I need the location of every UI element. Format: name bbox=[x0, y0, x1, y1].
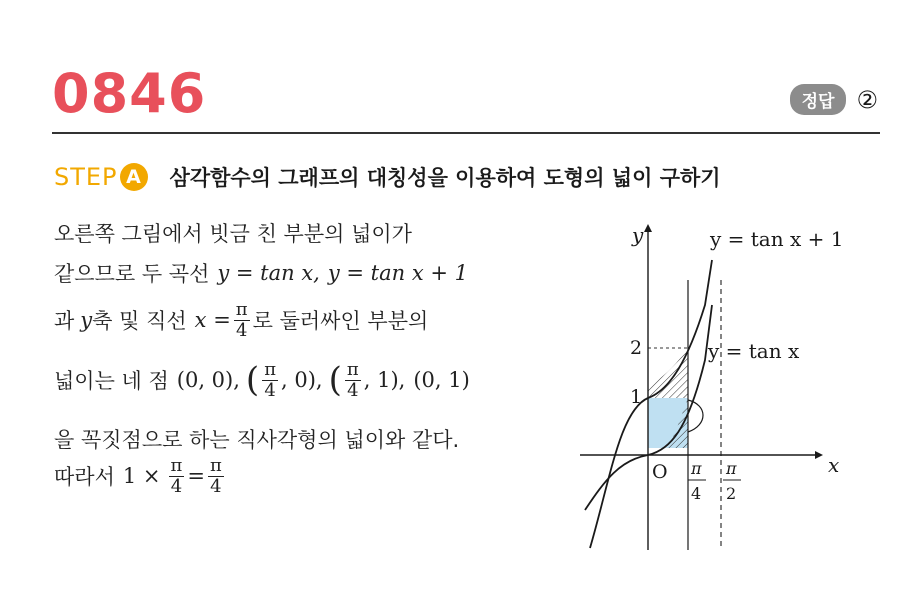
fraction-pi-over-4 bbox=[208, 456, 224, 497]
fraction-pi-over-4 bbox=[169, 456, 185, 497]
equation-tan-plus-one: y = tan x + 1 bbox=[327, 261, 468, 285]
solution-line-5 bbox=[54, 424, 459, 454]
solution-line-4 bbox=[54, 360, 470, 401]
fraction-denominator: 4 bbox=[210, 475, 222, 497]
tick-y-2: 2 bbox=[630, 337, 643, 359]
fraction-pi-over-4 bbox=[262, 360, 278, 401]
fraction-numerator: π bbox=[209, 455, 222, 476]
label-tan: y = tan x bbox=[708, 339, 800, 363]
hatched-region-upper bbox=[648, 348, 688, 398]
solution-text: 같으므로 두 곡선 bbox=[54, 262, 210, 286]
origin-label: O bbox=[652, 461, 668, 483]
solution-text: 을 꼭짓점으로 하는 직사각형의 넓이와 같다. bbox=[54, 428, 460, 452]
tick-x-pi2-num: π bbox=[726, 459, 737, 478]
solution-text: 축 및 직선 bbox=[92, 309, 187, 334]
step-header bbox=[54, 162, 721, 192]
point-3-rest: , 1), bbox=[363, 368, 406, 393]
point-1: (0, 0), bbox=[176, 368, 240, 393]
fraction-numerator: π bbox=[235, 299, 248, 320]
fraction-pi-over-4 bbox=[345, 360, 361, 401]
solution-text: 넓이는 네 점 bbox=[54, 369, 169, 394]
solution-line-3 bbox=[54, 300, 428, 341]
math-expression: 1 × bbox=[122, 464, 161, 489]
tick-y-1: 1 bbox=[630, 386, 643, 408]
solution-line-6 bbox=[54, 456, 227, 497]
solution-text: 로 둘러싸인 부분의 bbox=[252, 309, 429, 334]
fraction-pi-over-4 bbox=[234, 300, 250, 341]
fraction-denominator: 4 bbox=[264, 379, 276, 401]
equals-sign: = bbox=[187, 464, 205, 489]
tick-x-pi4-den: 4 bbox=[691, 484, 702, 503]
fraction-denominator: 4 bbox=[235, 319, 248, 341]
math-var: y bbox=[80, 308, 93, 333]
fraction-denominator: 4 bbox=[170, 475, 183, 497]
paren-open: ( bbox=[328, 360, 342, 401]
tan-graph bbox=[560, 210, 860, 555]
point-4: (0, 1) bbox=[413, 368, 470, 393]
solution-line-2 bbox=[54, 258, 468, 288]
solution-text: 오른쪽 그림에서 빗금 친 부분의 넓이가 bbox=[54, 222, 412, 246]
tick-x-pi4-num: π bbox=[691, 459, 702, 478]
solution-text: 과 bbox=[54, 309, 75, 334]
answer-value: ② bbox=[856, 85, 878, 114]
fraction-denominator: 4 bbox=[347, 379, 359, 401]
problem-number: 0846 bbox=[52, 62, 207, 125]
point-2-rest: , 0), bbox=[281, 368, 323, 393]
step-label: STEP bbox=[54, 163, 118, 191]
y-axis-label: y bbox=[632, 223, 644, 247]
step-title: 삼각함수의 그래프의 대칭성을 이용하여 도형의 넓이 구하기 bbox=[169, 166, 721, 190]
arc-indicator bbox=[688, 400, 703, 432]
y-axis-arrow-icon bbox=[644, 224, 652, 232]
x-axis-label: x bbox=[828, 453, 840, 477]
x-axis-arrow-icon bbox=[815, 451, 823, 459]
equation-tan: y = tan x, bbox=[217, 261, 320, 285]
tick-x-pi2-den: 2 bbox=[726, 484, 737, 503]
math-var: x = bbox=[194, 308, 231, 333]
solution-line-1 bbox=[54, 218, 412, 248]
fraction-numerator: π bbox=[170, 455, 183, 476]
label-tan-plus-one: y = tan x + 1 bbox=[710, 227, 844, 251]
step-letter-badge: A bbox=[120, 163, 148, 191]
divider bbox=[52, 132, 880, 134]
answer-badge: 정답 bbox=[790, 84, 847, 115]
answer-row bbox=[790, 84, 878, 115]
fraction-numerator: π bbox=[346, 359, 359, 380]
solution-text: 따라서 bbox=[54, 465, 115, 490]
paren-open: ( bbox=[245, 360, 260, 401]
fraction-numerator: π bbox=[264, 359, 277, 380]
